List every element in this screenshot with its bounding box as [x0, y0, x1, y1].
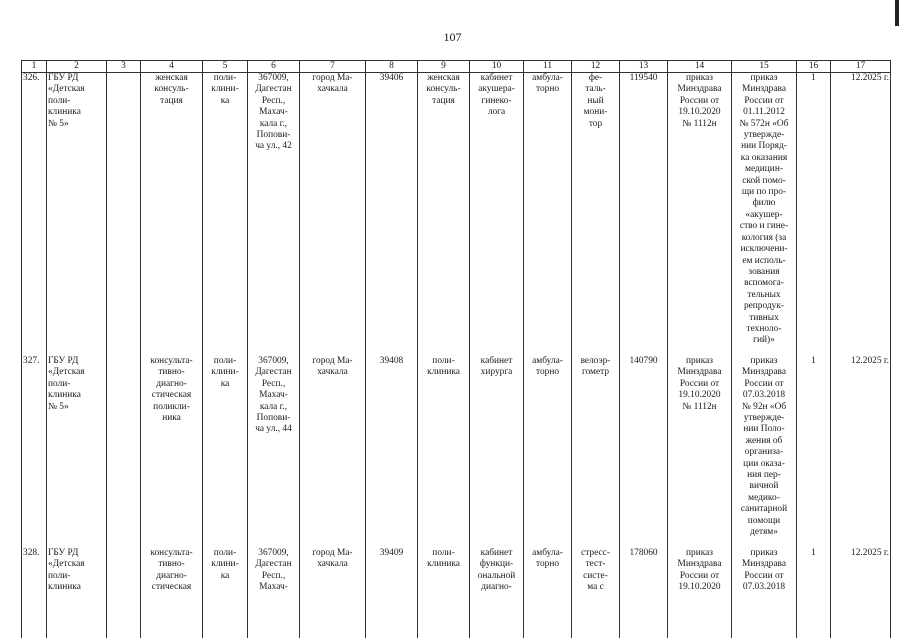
- cabinet-cell: кабинет хирурга: [470, 356, 524, 548]
- quantity-cell: 1: [797, 548, 831, 638]
- column-header: 1: [22, 61, 47, 73]
- column-header: 13: [620, 61, 668, 73]
- facility-type-cell: поли- клини- ка: [203, 73, 248, 357]
- nkmi-code-cell: 178060: [620, 548, 668, 638]
- column-header: 15: [732, 61, 797, 73]
- column-header: 16: [797, 61, 831, 73]
- date-cell: 12.2025 г.: [831, 73, 891, 357]
- code-cell: 39408: [366, 356, 418, 548]
- nkmi-code-cell: 140790: [620, 356, 668, 548]
- city-cell: город Ма- хачкала: [300, 73, 366, 357]
- column-header: 5: [203, 61, 248, 73]
- column-3-cell: [107, 73, 141, 357]
- code-cell: 39409: [366, 548, 418, 638]
- order-standard-cell: приказ Минздрава России от 19.10.2020 № 1112н: [668, 73, 732, 357]
- facility-type-cell: поли- клини- ка: [203, 356, 248, 548]
- organization-name: ГБУ РД «Детская поли- клиника: [47, 548, 107, 638]
- address-cell: 367009, Дагестан Респ., Махач- кала г., Попови- ча ул., 44: [248, 356, 300, 548]
- equipment-cell: велоэр- гометр: [572, 356, 620, 548]
- registry-table: [21, 60, 891, 638]
- date-cell: 12.2025 г.: [831, 548, 891, 638]
- organization-name: ГБУ РД «Детская поли- клиника № 5»: [47, 356, 107, 548]
- table-row: [22, 356, 891, 548]
- equipment-cell: фе- таль- ный мони- тор: [572, 73, 620, 357]
- cabinet-cell: кабинет акушера- гинеко- лога: [470, 73, 524, 357]
- care-mode-cell: амбула- торно: [524, 356, 572, 548]
- subdivision-cell: консульта- тивно- диагно- стическая поликли- ника: [141, 356, 203, 548]
- code-cell: 39406: [366, 73, 418, 357]
- column-header: 2: [47, 61, 107, 73]
- scan-mark: [895, 0, 899, 26]
- city-cell: город Ма- хачкала: [300, 548, 366, 638]
- quantity-cell: 1: [797, 73, 831, 357]
- date-cell: 12.2025 г.: [831, 356, 891, 548]
- order-procedure-cell: приказ Минздрава России от 01.11.2012 № 572н «Об утвержде- нии Поряд- ка оказания медицин- ской помо- щи по про- филю «акушер- ство и гине- кология (за исключени- ем исполь- зования вспомога- тельных репродук- тивных техноло- гий)»: [732, 73, 797, 357]
- row-number: 328.: [22, 548, 47, 638]
- column-header: 14: [668, 61, 732, 73]
- equipment-cell: стресс- тест- систе- ма с: [572, 548, 620, 638]
- nkmi-code-cell: 119540: [620, 73, 668, 357]
- column-header: 3: [107, 61, 141, 73]
- address-cell: 367009, Дагестан Респ., Махач-: [248, 548, 300, 638]
- column-header: 6: [248, 61, 300, 73]
- row-number: 326.: [22, 73, 47, 357]
- header-row: [22, 61, 891, 73]
- quantity-cell: 1: [797, 356, 831, 548]
- column-header: 17: [831, 61, 891, 73]
- table-row: [22, 73, 891, 357]
- address-cell: 367009, Дагестан Респ., Махач- кала г., Попови- ча ул., 42: [248, 73, 300, 357]
- unit-cell: поли- клиника: [418, 548, 470, 638]
- column-header: 8: [366, 61, 418, 73]
- column-header: 7: [300, 61, 366, 73]
- care-mode-cell: амбула- торно: [524, 73, 572, 357]
- row-number: 327.: [22, 356, 47, 548]
- organization-name: ГБУ РД «Детская поли- клиника № 5»: [47, 73, 107, 357]
- column-header: 9: [418, 61, 470, 73]
- cabinet-cell: кабинет функци- ональной диагно-: [470, 548, 524, 638]
- column-header: 10: [470, 61, 524, 73]
- unit-cell: поли- клиника: [418, 356, 470, 548]
- column-header: 11: [524, 61, 572, 73]
- order-standard-cell: приказ Минздрава России от 19.10.2020: [668, 548, 732, 638]
- column-3-cell: [107, 548, 141, 638]
- order-procedure-cell: приказ Минздрава России от 07.03.2018 № 92н «Об утвержде- нии Поло- жения об организа- ции оказа- ния пер- вичной медико- санитарной помощи детям»: [732, 356, 797, 548]
- column-3-cell: [107, 356, 141, 548]
- facility-type-cell: поли- клини- ка: [203, 548, 248, 638]
- column-header: 4: [141, 61, 203, 73]
- care-mode-cell: амбула- торно: [524, 548, 572, 638]
- page-number: 107: [443, 30, 462, 44]
- subdivision-cell: консульта- тивно- диагно- стическая: [141, 548, 203, 638]
- city-cell: город Ма- хачкала: [300, 356, 366, 548]
- order-procedure-cell: приказ Минздрава России от 07.03.2018: [732, 548, 797, 638]
- table-row: [22, 548, 891, 638]
- order-standard-cell: приказ Минздрава России от 19.10.2020 № 1112н: [668, 356, 732, 548]
- unit-cell: женская консуль- тация: [418, 73, 470, 357]
- subdivision-cell: женская консуль- тация: [141, 73, 203, 357]
- column-header: 12: [572, 61, 620, 73]
